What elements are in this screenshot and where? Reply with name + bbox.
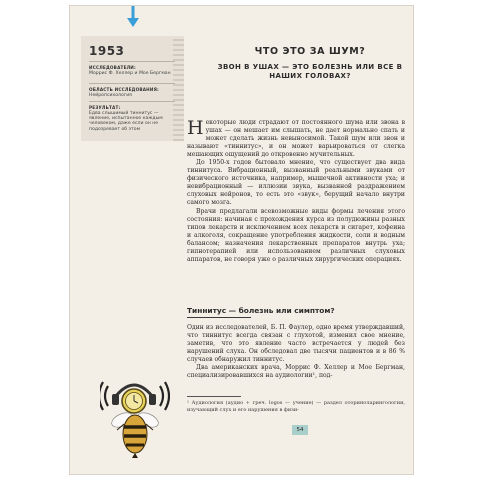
result-value: Едва слышимый тиннитус — явление, испытанное каждым человеком, даже если он не подозревает об этом [89, 111, 163, 132]
divider [89, 101, 175, 102]
book-page [70, 6, 413, 474]
card-year: 1953 [89, 44, 125, 58]
field-value: Нейропсихология [89, 93, 132, 98]
section-heading: Тиннитус — болезнь или симптом? [187, 306, 405, 318]
divider [89, 61, 175, 62]
researchers-value: Моррис Ф. Хеллер и Мое Бергман [89, 71, 171, 76]
paragraph: Один из исследователей, Б. П. Фаулер, одно время утверждавший, что тиннитус всегда связан с глухотой, изменил свое мнение, заметив, что это явление часто встречается у людей без нарушений слуха. Он обследовал две тысячи пациентов и в 86 % случаев обнаружил тиннитус. [187, 324, 405, 364]
heading-underline [187, 317, 251, 318]
footnote-rule [187, 396, 241, 397]
result-label: РЕЗУЛЬТАТ: [89, 105, 121, 110]
researchers-label: ИССЛЕДОВАТЕЛИ: [89, 65, 136, 70]
page-title: ЧТО ЭТО ЗА ШУМ? [254, 46, 366, 57]
section-text [187, 324, 405, 380]
paragraph: Два американских врача, Моррис Ф. Хеллер и Мое Бергман, специализировавшихся на аудиологии¹, под- [187, 364, 405, 380]
footnote: ¹ Аудиология (аудио + греч. logos — учение) — раздел оториноларингологии, изучающий слух и его нарушения в физи- [187, 400, 405, 413]
page-subtitle: ЗВОН В УШАХ — ЭТО БОЛЕЗНЬ ИЛИ ВСЕ В НАШИХ ГОЛОВАХ? [217, 63, 403, 80]
bee-with-headphones-clock-illustration [100, 372, 170, 460]
paragraph: Некоторые люди страдают от постоянного шума или звона в ушах — он мешает им слышать, не дает нормально спать и может сделать жизнь невыносимой. Такой шум или звон и называют «тиннитус», и он может варьироваться от слегка мешающих ощущений до откровенно мучительных. [187, 117, 405, 159]
paragraph: До 1950-х годов бытовало мнение, что существует два вида тиннитуса. Вибрационный, вызванный реальными звуками от физического источника, например, мышечной активности уха; и невибрационный — иллюзии звука, вызванной раздражением слуховых нейронов, то есть это «звук», берущий начало внутри самого мозга. [187, 159, 405, 207]
main-text [187, 119, 405, 264]
drop-cap: Н [187, 117, 204, 139]
divider [89, 83, 175, 84]
paragraph: Врачи предлагали всевозможные виды формы лечения этого состояния: начиная с прохождения курса из полудюжины разных типов лекарств и исключением всех лекарств и сигарет, кофеина и алкоголя, сокращение употребления жидкости, соли и водным балансом; назначения лекарственных препаратов внутрь уха; гипнотерапией или использованием различных слуховых аппаратов, не говоря уже о различных хирургических операциях. [187, 207, 405, 263]
arrow-down-icon [127, 6, 139, 28]
field-label: ОБЛАСТЬ ИССЛЕДОВАНИЯ: [89, 87, 159, 92]
fact-card [81, 36, 184, 141]
page-number: 54 [292, 425, 308, 435]
